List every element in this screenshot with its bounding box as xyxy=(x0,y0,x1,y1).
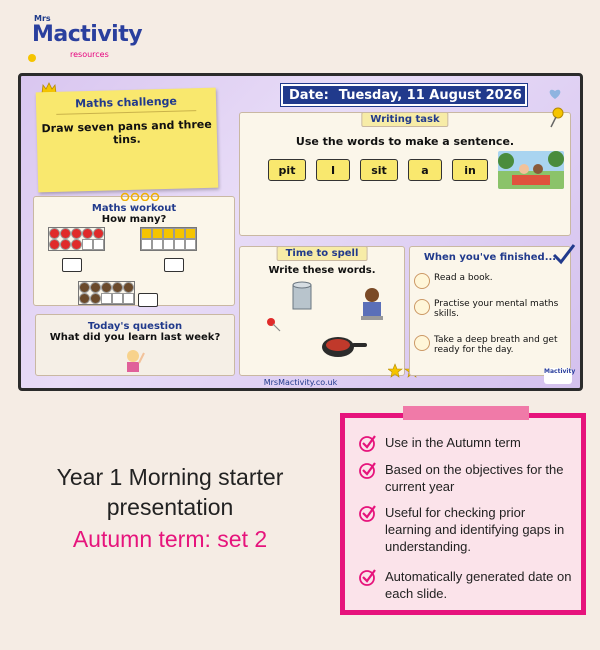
maths-challenge-note xyxy=(36,88,219,193)
title-line-1: Year 1 Morning starter xyxy=(56,464,284,490)
pushpin-icon xyxy=(548,107,566,129)
divider xyxy=(56,110,196,115)
book-icon xyxy=(414,273,430,289)
cookies-tens-frame xyxy=(78,281,135,305)
feature-text: Use in the Autumn term xyxy=(385,435,521,450)
brand-logo xyxy=(32,14,143,60)
writing-task-card xyxy=(239,112,571,236)
finished-item-text: Practise your mental maths skills. xyxy=(434,299,559,319)
feature-item xyxy=(359,568,573,602)
check-circle-icon xyxy=(359,434,377,452)
product-title xyxy=(20,462,320,556)
finished-item xyxy=(414,335,566,355)
check-circle-icon xyxy=(359,568,377,586)
word-card: sit xyxy=(360,159,398,181)
boy-illustration xyxy=(358,287,386,321)
logo-prefix: Mrs xyxy=(34,14,51,23)
feature-text: Automatically generated date on each slide. xyxy=(385,569,572,601)
logo-brand: Mactivity xyxy=(32,22,143,47)
answer-box[interactable] xyxy=(62,258,82,272)
word-card: I xyxy=(316,159,350,181)
when-finished-card xyxy=(409,246,571,376)
todays-question-text: What did you learn last week? xyxy=(49,332,221,343)
check-circle-icon xyxy=(359,461,377,479)
date-value: Tuesday, 11 August 2026 xyxy=(338,87,522,103)
maths-challenge-title: Maths challenge xyxy=(74,94,178,111)
title-line-2: presentation xyxy=(106,494,234,520)
apples-tens-frame xyxy=(48,227,105,251)
writing-task-title: Writing task xyxy=(361,112,448,127)
date-bar xyxy=(281,84,527,106)
feature-text: Useful for checking prior learning and identifying gaps in understanding. xyxy=(385,505,565,554)
feature-text: Based on the objectives for the current year xyxy=(385,462,564,494)
maths-workout-title: Maths workout xyxy=(91,203,177,214)
features-box xyxy=(340,413,586,615)
tin-can-icon xyxy=(290,281,314,311)
mini-logo: Mactivity xyxy=(544,368,572,384)
writing-task-instruction: Use the words to make a sentence. xyxy=(295,135,515,148)
time-to-spell-card xyxy=(239,246,405,376)
when-finished-title: When you've finished... xyxy=(423,252,557,263)
slide-preview xyxy=(18,73,583,391)
time-to-spell-instruction: Write these words. xyxy=(268,265,376,276)
heart-icon xyxy=(548,88,562,100)
date-label: Date: xyxy=(289,87,329,103)
finished-item xyxy=(414,299,566,319)
finished-item-text: Read a book. xyxy=(434,273,493,283)
maths-challenge-text: Draw seven pans and three tins. xyxy=(41,117,212,147)
finished-item xyxy=(414,273,566,289)
tape-strip xyxy=(403,406,529,420)
slide-url: MrsMactivity.co.uk xyxy=(263,378,338,387)
picnic-illustration xyxy=(498,151,564,189)
lightbulb-icon xyxy=(28,54,36,62)
word-card: in xyxy=(452,159,488,181)
checkmark-icon xyxy=(552,243,576,265)
logo-suffix: resources xyxy=(70,50,109,59)
title-line-3: Autumn term: set 2 xyxy=(72,526,268,552)
finished-item-text: Take a deep breath and get ready for the day. xyxy=(434,335,558,355)
todays-question-title: Today's question xyxy=(87,321,183,332)
answer-box[interactable] xyxy=(138,293,158,307)
pin-icon xyxy=(266,317,282,333)
check-circle-icon xyxy=(359,504,377,522)
feature-item xyxy=(359,434,573,452)
time-to-spell-title: Time to spell xyxy=(277,246,368,261)
child-illustration xyxy=(120,347,146,375)
word-card: pit xyxy=(268,159,306,181)
todays-question-card xyxy=(35,314,235,376)
maths-icon xyxy=(414,299,430,315)
maths-workout-card xyxy=(33,196,235,306)
binder-rings-icon xyxy=(120,191,160,201)
feature-item xyxy=(359,461,573,495)
answer-box[interactable] xyxy=(164,258,184,272)
frying-pan-icon xyxy=(320,331,368,361)
pencils-tens-frame xyxy=(140,227,197,251)
feature-item xyxy=(359,504,573,555)
word-card: a xyxy=(408,159,442,181)
maths-workout-subtitle: How many? xyxy=(101,214,167,225)
breath-icon xyxy=(414,335,430,351)
